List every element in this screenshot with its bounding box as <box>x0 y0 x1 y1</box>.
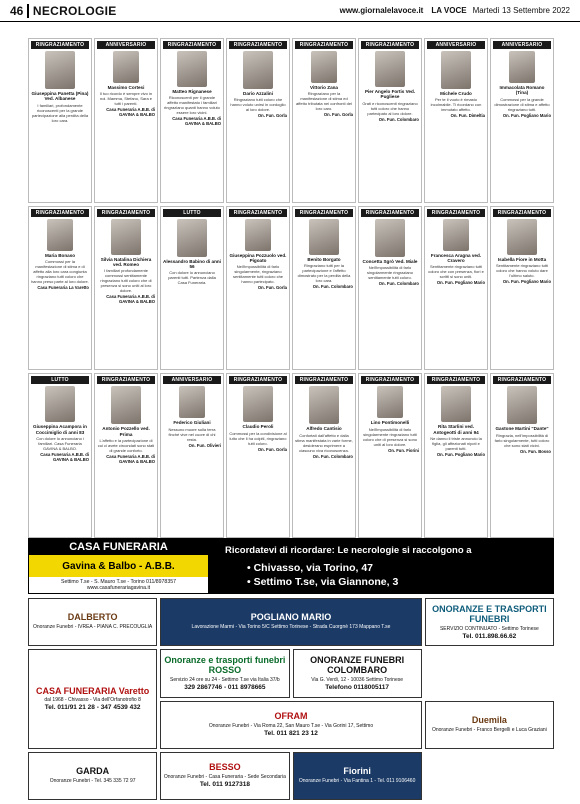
obituary-card <box>424 38 488 203</box>
portrait-photo <box>111 386 141 424</box>
ad-business-name: DALBERTO <box>67 612 118 623</box>
obituary-text: Confortati dall'affetto e dalla stima manifestata in varie forme, desiderano esprimere a ciascuno viva riconoscenza. <box>295 432 353 453</box>
funeral-home-signature: On. Fun. Colombaro <box>378 116 419 122</box>
obituary-card <box>358 206 422 371</box>
obituary-card <box>94 206 158 371</box>
ad-details: Onoranze Funebri - Casa Funeraria - Sede Secondaria <box>163 774 286 781</box>
obituary-card <box>292 373 356 538</box>
deceased-name: Alfredo Cantisio <box>306 426 342 432</box>
obituary-card <box>292 38 356 203</box>
obituary-type: RINGRAZIAMENTO <box>229 41 287 49</box>
funeral-home-signature: On. Fun. Gorla <box>323 112 353 118</box>
obituary-card <box>358 38 422 203</box>
portrait-photo <box>309 219 339 255</box>
portrait-photo <box>179 386 205 418</box>
deceased-name: Federico Giuliani <box>173 420 211 426</box>
obituary-type: RINGRAZIAMENTO <box>361 209 419 217</box>
reminder-box <box>209 539 553 593</box>
ad-business-name: CASA FUNERARIA Varetto <box>35 685 150 696</box>
ad-business-name: ONORANZE FUNEBRI COLOMBARO <box>310 654 405 675</box>
obituary-type: RINGRAZIAMENTO <box>493 376 551 384</box>
obituary-text: Grati e riconoscenti ringraziano tutti coloro che hanno partecipato al loro dolore. <box>362 100 418 116</box>
funeral-home-ad[interactable] <box>160 701 422 749</box>
obituary-text: L'affetto e la partecipazione di cui ci avete circondati sono stati di grande conforto. <box>97 437 155 453</box>
obituary-text: Nell'impossibilità di farlo singolarmente ringraziano sentitamente tutti coloro. <box>366 264 414 280</box>
portrait-photo <box>113 51 139 83</box>
funeral-home-signature: Casa Funeraria A.B.B. di GAVINA & BALBO <box>172 116 221 127</box>
obituary-type: LUTTO <box>163 209 221 217</box>
obituaries-grid <box>28 38 554 538</box>
page-number: 46 <box>10 3 24 18</box>
funeral-home-signature: Casa Funeraria A.B.B. di GAVINA & BALBO <box>40 451 89 462</box>
funeral-home-signature: Casa Funeraria A.B.B. di GAVINA & BALBO <box>106 294 155 305</box>
funeral-home-signature: On. Fun. Dimeltia <box>450 113 485 119</box>
obituary-type: RINGRAZIAMENTO <box>31 209 89 217</box>
obituary-card <box>160 206 224 371</box>
ad-business-name: OFRAM <box>274 711 308 722</box>
obituary-type: RINGRAZIAMENTO <box>361 376 419 384</box>
portrait-photo <box>441 386 471 422</box>
deceased-name: Massimo Cortesi <box>107 85 145 90</box>
funeral-home-signature: Casa Funeraria La Varetto <box>37 284 89 290</box>
obituary-text: Ringraziano tutti per la partecipazione e l'affetto dimostrato per la perdita della loro cara. <box>297 262 351 283</box>
obituary-text: I familiari profondamente commossi sentitamente ringraziano tutti coloro che di presenza si sono uniti al loro dolore. <box>100 268 152 294</box>
newspaper-name: LA VOCE <box>431 6 467 15</box>
funeral-home-ad[interactable] <box>293 649 422 697</box>
reminder-banner <box>28 538 554 594</box>
obituary-type: RINGRAZIAMENTO <box>31 41 89 49</box>
obituary-text: Con dolore lo annunciano parenti tutti. Partenza dalla Casa Funeraria. <box>168 270 216 286</box>
obituary-card <box>490 38 554 203</box>
obituary-column <box>292 38 356 538</box>
obituary-column <box>226 38 290 538</box>
ad-business-name: POGLIANO MARIO <box>250 612 332 623</box>
portrait-photo <box>45 51 75 89</box>
obituary-card <box>226 38 290 203</box>
funeral-home-ad[interactable] <box>28 649 157 749</box>
ad-details: Via G. Verdi, 12 - 10036 Settimo Torinese <box>311 676 404 683</box>
portrait-photo <box>243 386 273 422</box>
funeral-home-signature: On. Fun. Olivieri <box>188 442 221 448</box>
ad-details: Onoranze Funebri - Tel. 345 335 72 97 <box>49 777 136 784</box>
funeral-home-signature: On. Fun. Colombaro <box>312 453 353 459</box>
ad-details: Lavorazione Marmi - Via Torino 5/C Settimo Torinese - Strada Cuorgnè 173 Mappano T.se <box>191 624 391 631</box>
deceased-name: Michele Crudo <box>440 91 472 96</box>
portrait-photo <box>375 51 405 87</box>
obituary-text: Per te il vuoto è rimasto incolmabile. Ti ricordano con immutato affetto. <box>430 97 482 113</box>
obituary-type: RINGRAZIAMENTO <box>295 209 353 217</box>
deceased-name: Dario Azzalini <box>243 91 273 96</box>
deceased-name: Antonio Pozzello ved. Prima <box>102 426 150 437</box>
advertisement-grid <box>28 598 554 800</box>
header-divider <box>27 4 29 18</box>
obituary-type: ANNIVERSARIO <box>493 41 551 49</box>
deceased-name: Giuseppina Pozzuolo ved. Pigoato <box>229 252 287 263</box>
obituary-type: RINGRAZIAMENTO <box>361 41 419 49</box>
cf-address: Settimo T.se - S. Mauro T.se - Torino 011/8978357 www.casafunerariagavina.it <box>61 579 176 591</box>
portrait-photo <box>245 219 271 251</box>
reminder-location-2: • Settimo T.se, via Giannone, 3 <box>247 575 399 588</box>
portrait-photo <box>177 51 207 87</box>
funeral-home-ad[interactable] <box>425 598 554 646</box>
deceased-name: Concetta Sgrò Ved. Miale <box>362 258 418 264</box>
portrait-photo <box>507 219 537 255</box>
obituary-text: Commossi per la condivisione al lutto che li ha colpiti, ringraziano tutti coloro. <box>229 430 287 446</box>
obituary-type: LUTTO <box>31 376 89 384</box>
obituary-text: Con dolore lo annunciano i familiari. Casa Funeraria GAVINA & BALBO. <box>36 435 84 451</box>
deceased-name: Rita Starlini ved. Antogeotti di anni 94 <box>433 424 479 435</box>
obituary-column <box>490 38 554 538</box>
obituary-text: Riconoscenti per il grande affetto manifestato i familiari ringraziano quanti hanno voluto essere loro vicini. <box>164 95 220 116</box>
obituary-type: RINGRAZIAMENTO <box>229 209 287 217</box>
obituary-type: RINGRAZIAMENTO <box>427 376 485 384</box>
ad-details: dal 1968 - Chivasso - Via dell'Orfanotrofio 8 <box>44 697 141 704</box>
ad-business-name: GARDA <box>76 765 110 776</box>
cf-title: CASA FUNERARIA <box>29 539 208 555</box>
obituary-card <box>358 373 422 538</box>
funeral-home-ad[interactable] <box>425 701 554 749</box>
obituary-card <box>292 206 356 371</box>
reminder-location-1: • Chivasso, via Torino, 47 <box>247 561 374 574</box>
obituary-type: ANNIVERSARIO <box>427 41 485 49</box>
deceased-name: Claudio Peroli <box>242 424 274 430</box>
obituary-type: RINGRAZIAMENTO <box>163 41 221 49</box>
deceased-name: Alessandro Babino di anni 56 <box>163 258 221 269</box>
ad-business-name: Onoranze e trasporti funebri ROSSO <box>164 654 286 675</box>
ad-phone: Tel. 011 9127318 <box>199 781 250 789</box>
ad-business-name: Fiorini <box>343 765 371 776</box>
funeral-home-signature: On. Fun. Pogliano Mario <box>436 451 485 457</box>
ad-phone: Tel. 011 821 23 12 <box>264 730 318 738</box>
portrait-photo <box>243 51 273 89</box>
obituary-text: Ringraziano per la manifestazione di stima ed affetto tributata nei confronti del loro caro. <box>296 91 352 112</box>
obituary-type: RINGRAZIAMENTO <box>427 209 485 217</box>
obituary-text: Il tuo ricordo è sempre vivo in noi. Mamma, Stefano, Sara e tutti i parenti. <box>99 91 153 107</box>
website-link[interactable]: www.giornalelavoce.it <box>339 6 424 15</box>
portrait-photo <box>377 386 403 418</box>
deceased-name: Lino Pontimonelli <box>370 420 410 426</box>
issue-date: Martedì 13 Settembre 2022 <box>472 6 570 15</box>
ad-details: Onoranze Funebri - IVREA - PIANA C. PRECOUGLIA <box>33 624 153 631</box>
funeral-home-signature: On. Fun. Bosso <box>520 448 551 454</box>
obituary-type: RINGRAZIAMENTO <box>97 376 155 384</box>
obituary-card <box>94 38 158 203</box>
obituary-text: Sentitamente ringraziano tutti coloro che con presenza, fiori e scritti si sono uniti. <box>428 264 484 280</box>
page-header <box>0 0 580 22</box>
funeral-home-ad[interactable] <box>160 649 289 697</box>
deceased-name: Giuseppina Acampora in Coccimiglio di anni 83 <box>33 424 87 435</box>
deceased-name: Giuseppina Panetta (Pina) Ved. Albanese <box>31 91 89 102</box>
portrait-photo <box>45 386 75 422</box>
portrait-photo <box>443 219 469 251</box>
ad-details: SERVIZIO CONTINUATO - Settimo Torinese <box>439 625 539 632</box>
deceased-name: Silvia Natalina Dichiera ved. Romeo <box>100 256 152 267</box>
portrait-photo <box>311 51 337 83</box>
ad-business-name: ONORANZE E TRASPORTI FUNEBRI <box>432 603 547 624</box>
obituary-card <box>160 373 224 538</box>
funeral-home-signature: On. Fun. Colombaro <box>378 280 419 286</box>
funeral-home-signature: On. Fun. Gorla <box>257 446 287 452</box>
cf-name: Gavina & Balbo - A.B.B. <box>29 555 208 577</box>
obituary-type: RINGRAZIAMENTO <box>229 376 287 384</box>
funeral-home-signature: On. Fun. Gorla <box>257 285 287 291</box>
deceased-name: Vittorio Zana <box>310 85 338 90</box>
ad-details: Onoranze Funebri - Via Fantina 1 - Tel. 011 9106460 <box>298 777 416 784</box>
obituary-text: Ringraziano tutti coloro che hanno voluto unirsi in cordoglio al loro dolore. <box>230 97 286 113</box>
obituary-column <box>358 38 422 538</box>
obituary-text: I familiari, profondamente riconoscenti per la grande partecipazione alla perdita della loro cara. <box>31 102 89 123</box>
obituary-type: RINGRAZIAMENTO <box>295 376 353 384</box>
obituary-column <box>160 38 224 538</box>
obituary-type: ANNIVERSARIO <box>163 376 221 384</box>
obituary-text: Nell'impossibilità di farlo singolarmente ringraziano tutti coloro che di presenza si sono uniti al loro dolore. <box>362 426 418 447</box>
obituary-text: Ringrazia, nell'impossibilità di farlo singolarmente, tutti coloro che sono stati vicini. <box>494 432 550 448</box>
funeral-home-signature: On. Fun. Colombaro <box>312 283 353 289</box>
portrait-photo <box>309 386 339 424</box>
funeral-home-ad[interactable] <box>28 752 157 800</box>
ad-phone: Tel. 011.898.66.62 <box>462 632 517 640</box>
funeral-home-ad[interactable] <box>160 752 289 800</box>
funeral-home-signature: Casa Funeraria A.B.B. di GAVINA & BALBO <box>106 453 155 464</box>
obituary-text: Commossi per la grande dimostrazione di stima e affetto ringraziano tutti. <box>494 96 550 112</box>
deceased-name: Maria Bonaso <box>44 252 76 258</box>
deceased-name: Pier Angelo Fortis Ved. Pugliese <box>364 89 416 100</box>
obituary-type: RINGRAZIAMENTO <box>295 41 353 49</box>
casa-funeraria-ad[interactable] <box>29 539 209 593</box>
obituary-card <box>490 373 554 538</box>
obituary-text: Ne danno il triste annuncio la figlia, gli affezionati nipoti e parenti tutti. <box>430 435 482 451</box>
portrait-photo <box>375 219 405 257</box>
funeral-home-signature: On. Fun. Pogliano Mario <box>502 112 551 118</box>
portrait-photo <box>47 219 73 251</box>
obituary-column <box>424 38 488 538</box>
funeral-home-signature: Casa Funeraria A.B.B. di GAVINA & BALBO <box>106 107 155 118</box>
obituary-card <box>226 373 290 538</box>
obituary-card <box>28 38 92 203</box>
funeral-home-ad[interactable] <box>28 598 157 646</box>
obituary-type: RINGRAZIAMENTO <box>97 209 155 217</box>
deceased-name: Gastone Martini "Dante" <box>495 426 549 432</box>
ad-business-name: Duemila <box>471 714 507 725</box>
obituary-card <box>160 38 224 203</box>
ad-phone: 329 2867746 - 011 8978665 <box>184 683 266 691</box>
obituary-column <box>94 38 158 538</box>
funeral-home-signature: On. Fun. Pogliano Mario <box>436 280 485 286</box>
ad-phone: Tel. 011/91 21 28 - 347 4539 432 <box>44 704 141 712</box>
section-title: NECROLOGIE <box>32 3 117 18</box>
obituary-type: RINGRAZIAMENTO <box>493 209 551 217</box>
obituary-column <box>28 38 92 538</box>
deceased-name: Benito Borgato <box>307 256 341 262</box>
obituary-type: ANNIVERSARIO <box>97 41 155 49</box>
obituary-text: Commossi per la manifestazione di stima e di affetto alla loro cara congiunta ringraziano tutti coloro che hanno preso parte al loro dolore. <box>31 258 89 284</box>
funeral-home-signature: On. Fun. Fiorini <box>388 447 419 453</box>
funeral-home-signature: On. Fun. Gorla <box>257 113 287 119</box>
obituary-text: Nessuno muore sulla terra finché vive nel cuore di chi resta. <box>168 426 216 442</box>
portrait-photo <box>509 51 535 83</box>
portrait-photo <box>441 51 471 89</box>
portrait-photo <box>507 386 537 424</box>
ad-details: Servizio 24 ore su 24 - Settimo T.se via Italia 37/b <box>170 676 280 683</box>
obituary-card <box>490 206 554 371</box>
funeral-home-ad[interactable] <box>293 752 422 800</box>
obituary-card <box>226 206 290 371</box>
portrait-photo <box>111 219 141 255</box>
deceased-name: Matteo Rignanese <box>172 89 212 94</box>
obituary-card <box>28 373 92 538</box>
funeral-home-ad[interactable] <box>160 598 422 646</box>
obituary-card <box>28 206 92 371</box>
funeral-home-signature: On. Fun. Pogliano Mario <box>502 278 551 284</box>
deceased-name: Isabella Fiore in Motta <box>497 256 547 262</box>
reminder-heading: Ricordatevi di ricordare: Le necrologie si raccolgono a <box>225 544 472 556</box>
deceased-name: Immacolata Romano (Tina) <box>499 85 545 96</box>
portrait-photo <box>177 219 207 257</box>
obituary-text: Nell'impossibilità di farlo singolarmente, ringraziano sentitamente tutti coloro che hanno partecipato. <box>232 264 284 285</box>
obituary-card <box>94 373 158 538</box>
obituary-text: Sentitamente ringraziano tutti coloro che hanno voluto dare l'ultimo saluto. <box>495 262 549 278</box>
deceased-name: Francesca Aragna ved. Cravero <box>430 252 482 263</box>
ad-details: Onoranze Funebri - Via Roma 22, San Mauro T.se - Via Gorini 17, Settimo <box>208 723 374 730</box>
ad-phone: Telefono 0118005117 <box>325 683 390 691</box>
obituary-card <box>424 206 488 371</box>
ad-details: Onoranze Funebri - Franco Bergelli e Luca Graziani <box>431 726 547 733</box>
obituary-card <box>424 373 488 538</box>
ad-business-name: BESSO <box>209 762 241 773</box>
